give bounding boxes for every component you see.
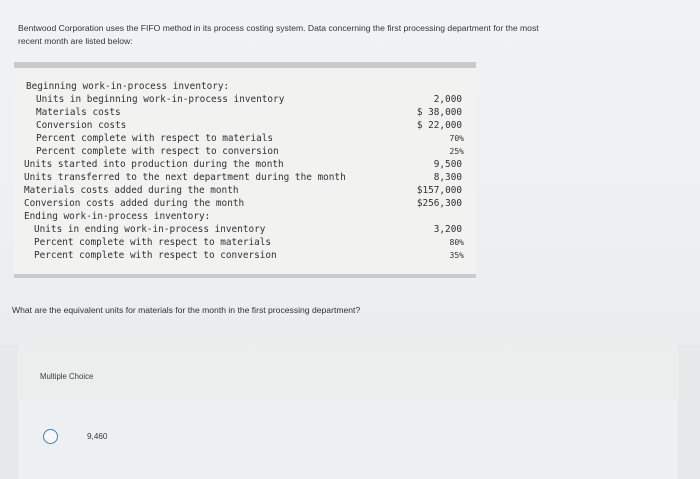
table-row xyxy=(14,197,476,210)
intro-line-1: Bentwood Corporation uses the FIFO method in its process costing system. Data concerning the first processing department for the most xyxy=(18,23,539,33)
row-label: Materials costs xyxy=(36,107,121,118)
row-label: Units in ending work-in-process inventory xyxy=(34,224,266,235)
row-label: Conversion costs added during the month xyxy=(24,198,245,209)
table-row xyxy=(14,249,476,262)
row-value: $ 38,000 xyxy=(416,107,462,118)
row-value: $ 22,000 xyxy=(416,120,462,131)
table-row xyxy=(14,80,476,93)
table-row xyxy=(14,184,476,197)
row-label: Units transferred to the next department during the month xyxy=(24,172,346,183)
answer-option[interactable] xyxy=(18,400,678,479)
row-value: 9,500 xyxy=(433,159,462,170)
table-row xyxy=(14,171,476,184)
row-value: 80% xyxy=(449,238,464,247)
row-value: 70% xyxy=(449,134,464,143)
row-label: Percent complete with respect to conversion xyxy=(34,250,277,261)
row-label: Percent complete with respect to conversion xyxy=(36,146,279,157)
row-value: 35% xyxy=(449,251,464,260)
row-label: Conversion costs xyxy=(36,120,127,131)
data-table xyxy=(14,62,476,274)
question-text: What are the equivalent units for materials for the month in the first processing department? xyxy=(12,305,361,315)
row-value: $157,000 xyxy=(416,185,462,196)
table-divider xyxy=(14,274,476,278)
row-value: $256,300 xyxy=(416,198,462,209)
multiple-choice-header xyxy=(18,345,678,400)
radio-button-icon[interactable] xyxy=(43,429,58,444)
table-row xyxy=(14,236,476,249)
row-value: 2,000 xyxy=(433,94,462,105)
row-label: Percent complete with respect to materials xyxy=(36,133,274,144)
problem-intro xyxy=(18,22,658,48)
row-value: 8,300 xyxy=(433,172,462,183)
table-row xyxy=(14,119,476,132)
row-label: Materials costs added during the month xyxy=(24,185,239,196)
answer-option-text[interactable]: 9,460 xyxy=(87,432,108,441)
table-row xyxy=(14,93,476,106)
table-row xyxy=(14,210,476,223)
multiple-choice-label: Multiple Choice xyxy=(40,372,94,381)
table-row xyxy=(14,106,476,119)
row-label: Ending work-in-process inventory: xyxy=(24,211,211,222)
intro-line-2: recent month are listed below: xyxy=(18,36,133,46)
row-label: Percent complete with respect to materials xyxy=(34,237,272,248)
row-label: Units started into production during the month xyxy=(24,159,284,170)
table-row xyxy=(14,223,476,236)
row-label: Beginning work-in-process inventory: xyxy=(26,81,230,92)
table-row xyxy=(14,158,476,171)
row-value: 3,200 xyxy=(433,224,462,235)
row-label: Units in beginning work-in-process inventory xyxy=(36,94,285,105)
row-value: 25% xyxy=(449,147,464,156)
table-row xyxy=(14,132,476,145)
table-row xyxy=(14,145,476,158)
